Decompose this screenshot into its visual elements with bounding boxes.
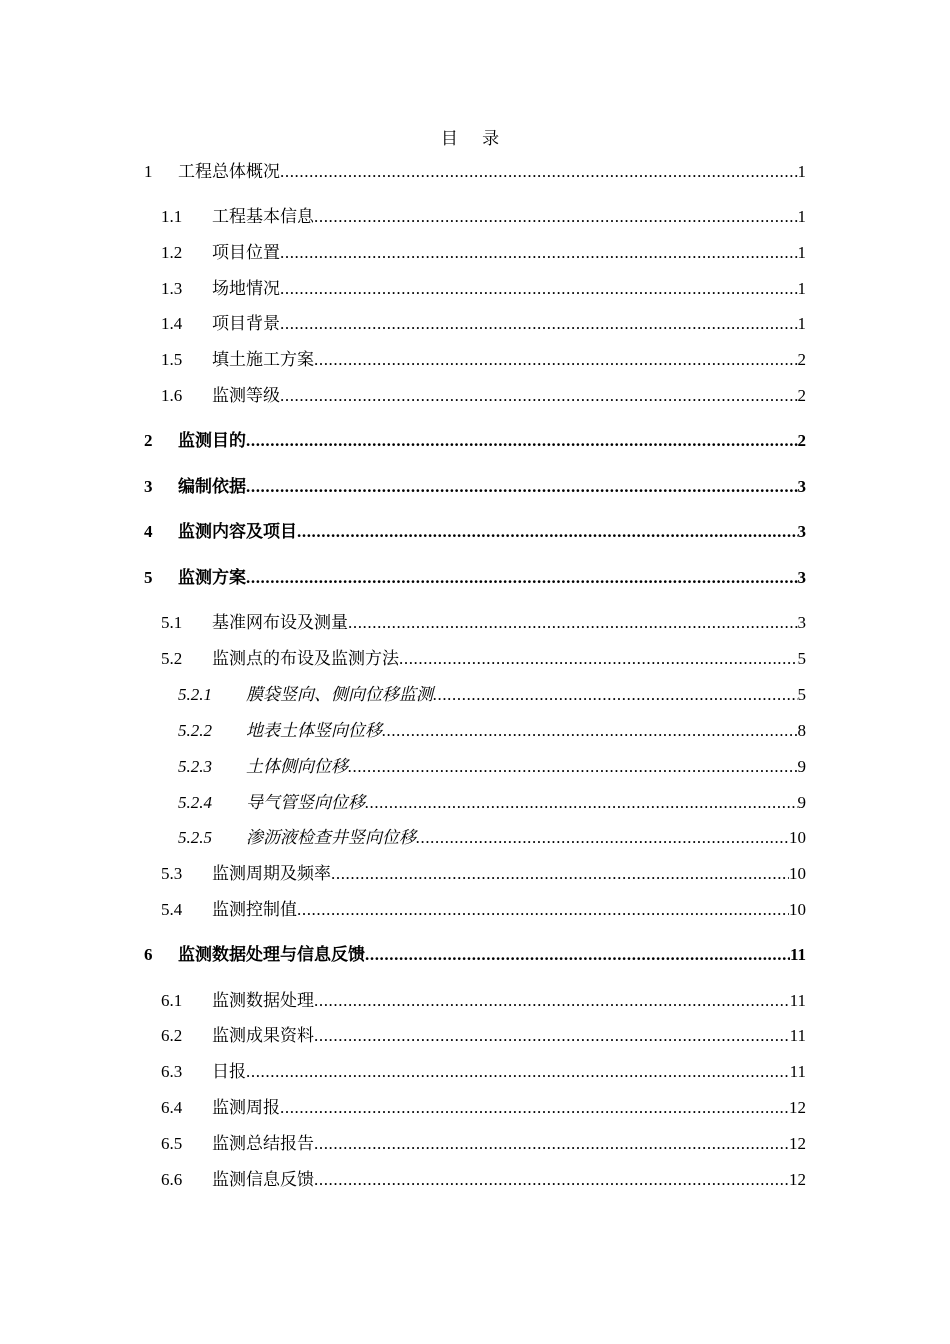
toc-entry-6-5[interactable] — [0, 1131, 950, 1157]
dot-leader — [314, 988, 790, 1014]
toc-entry-page: 11 — [789, 1062, 806, 1081]
toc-entry-page: 12 — [789, 1134, 806, 1153]
toc-entry-title: 监测方案 — [178, 568, 246, 587]
toc-entry-title: 膜袋竖向、侧向位移监测 — [246, 685, 433, 704]
toc-entry-title: 监测等级 — [212, 386, 280, 405]
toc-entry-5-2-4[interactable] — [0, 790, 950, 816]
dot-leader — [246, 565, 798, 591]
toc-entry-1-2[interactable] — [0, 240, 950, 266]
toc-entry-page: 3 — [797, 477, 806, 496]
toc-entry-number: 5.2.4 — [178, 793, 212, 812]
toc-entry-title: 土体侧向位移 — [246, 757, 348, 776]
dot-leader — [365, 942, 790, 968]
toc-entry-number: 1.4 — [161, 314, 183, 333]
toc-entry-6-4[interactable] — [0, 1095, 950, 1121]
toc-entry-title: 监测数据处理与信息反馈 — [178, 945, 365, 964]
toc-entry-6-2[interactable] — [0, 1023, 950, 1049]
toc-entry-5-4[interactable] — [0, 897, 950, 923]
toc-entry-1-3[interactable] — [0, 276, 950, 302]
toc-entry-1-6[interactable] — [0, 383, 950, 409]
dot-leader — [297, 519, 798, 545]
toc-entry-6-3[interactable] — [0, 1059, 950, 1085]
toc-entry-page: 2 — [797, 386, 806, 405]
dot-leader — [348, 754, 798, 780]
toc-entry-title: 地表土体竖向位移 — [246, 721, 382, 740]
toc-entry-page: 1 — [797, 207, 806, 226]
toc-entry-5[interactable] — [0, 565, 950, 591]
toc-entry-page: 1 — [797, 162, 806, 181]
toc-entry-title: 渗沥液检查井竖向位移 — [246, 828, 416, 847]
toc-entry-5-2-1[interactable] — [0, 682, 950, 708]
toc-entry-page: 1 — [797, 243, 806, 262]
toc-entry-6-6[interactable] — [0, 1167, 950, 1193]
toc-entry-number: 1.6 — [161, 386, 183, 405]
toc-entry-title: 监测周报 — [212, 1098, 280, 1117]
dot-leader — [399, 646, 798, 672]
toc-entry-number: 6 — [144, 945, 153, 964]
toc-entry-number: 5.1 — [161, 613, 183, 632]
toc-entry-5-2[interactable] — [0, 646, 950, 672]
toc-entry-title: 日报 — [212, 1062, 246, 1081]
toc-entry-1-4[interactable] — [0, 311, 950, 337]
toc-entry-number: 6.6 — [161, 1170, 183, 1189]
toc-entry-number: 1.2 — [161, 243, 183, 262]
toc-entry-number: 5.4 — [161, 900, 183, 919]
toc-entry-title: 工程总体概况 — [178, 162, 280, 181]
toc-entry-title: 监测点的布设及监测方法 — [212, 649, 399, 668]
toc-entry-title: 监测信息反馈 — [212, 1170, 314, 1189]
dot-leader — [433, 682, 798, 708]
toc-entry-number: 1.3 — [161, 279, 183, 298]
toc-entry-5-2-3[interactable] — [0, 754, 950, 780]
dot-leader — [382, 718, 798, 744]
toc-entry-5-1[interactable] — [0, 610, 950, 636]
toc-entry-number: 5.2 — [161, 649, 183, 668]
toc-entry-1-1[interactable] — [0, 204, 950, 230]
toc-entry-title: 工程基本信息 — [212, 207, 314, 226]
toc-entry-number: 5.2.3 — [178, 757, 212, 776]
toc-entry-title: 监测周期及频率 — [212, 864, 331, 883]
toc-entry-page: 11 — [789, 1026, 806, 1045]
toc-entry-page: 3 — [797, 613, 806, 632]
toc-entry-5-2-5[interactable] — [0, 825, 950, 851]
dot-leader — [280, 159, 798, 185]
toc-entry-page: 2 — [797, 350, 806, 369]
toc-entry-page: 1 — [797, 279, 806, 298]
dot-leader — [280, 276, 798, 302]
toc-entry-4[interactable] — [0, 519, 950, 545]
dot-leader — [314, 1131, 789, 1157]
toc-entry-page: 5 — [797, 685, 806, 704]
toc-entry-number: 1.5 — [161, 350, 183, 369]
dot-leader — [314, 1167, 789, 1193]
toc-entry-page: 9 — [797, 793, 806, 812]
toc-entry-title: 监测成果资料 — [212, 1026, 314, 1045]
toc-entry-title: 监测目的 — [178, 431, 246, 450]
toc-entry-title: 监测总结报告 — [212, 1134, 314, 1153]
dot-leader — [314, 1023, 790, 1049]
toc-entry-title: 监测控制值 — [212, 900, 297, 919]
toc-entry-title: 基准网布设及测量 — [212, 613, 348, 632]
toc-entry-5-3[interactable] — [0, 861, 950, 887]
dot-leader — [246, 428, 798, 454]
toc-entry-number: 6.1 — [161, 991, 183, 1010]
toc-entry-number: 6.4 — [161, 1098, 183, 1117]
toc-entry-page: 12 — [789, 1098, 806, 1117]
toc-entry-number: 6.5 — [161, 1134, 183, 1153]
toc-entry-page: 1 — [797, 314, 806, 333]
toc-entry-number: 5 — [144, 568, 153, 587]
dot-leader — [314, 347, 798, 373]
toc-entry-number: 4 — [144, 522, 153, 541]
dot-leader — [331, 861, 789, 887]
dot-leader — [297, 897, 789, 923]
dot-leader — [246, 474, 798, 500]
toc-entry-2[interactable] — [0, 428, 950, 454]
toc-entry-page: 3 — [797, 522, 806, 541]
toc-entry-5-2-2[interactable] — [0, 718, 950, 744]
toc-entry-page: 11 — [789, 945, 806, 964]
toc-entry-number: 1.1 — [161, 207, 183, 226]
toc-entry-1-5[interactable] — [0, 347, 950, 373]
toc-entry-page: 8 — [797, 721, 806, 740]
toc-entry-3[interactable] — [0, 474, 950, 500]
toc-entry-number: 6.3 — [161, 1062, 183, 1081]
toc-entry-title: 编制依据 — [178, 477, 246, 496]
dot-leader — [314, 204, 798, 230]
dot-leader — [348, 610, 798, 636]
toc-entry-number: 5.2.5 — [178, 828, 212, 847]
toc-entry-number: 5.2.1 — [178, 685, 212, 704]
toc-entry-number: 2 — [144, 431, 153, 450]
dot-leader — [246, 1059, 790, 1085]
toc-entry-number: 5.2.2 — [178, 721, 212, 740]
toc-entry-page: 5 — [797, 649, 806, 668]
toc-entry-6[interactable] — [0, 942, 950, 968]
toc-entry-page: 11 — [789, 991, 806, 1010]
toc-entry-page: 10 — [789, 828, 806, 847]
toc-entry-page: 3 — [797, 568, 806, 587]
toc-entry-number: 5.3 — [161, 864, 183, 883]
toc-title: 目 录 — [440, 129, 510, 148]
toc-entry-page: 10 — [789, 864, 806, 883]
toc-entry-title: 导气管竖向位移 — [246, 793, 365, 812]
toc-entry-title: 项目背景 — [212, 314, 280, 333]
dot-leader — [280, 383, 798, 409]
toc-entry-1[interactable] — [0, 159, 950, 185]
toc-entry-page: 12 — [789, 1170, 806, 1189]
toc-entry-number: 3 — [144, 477, 153, 496]
toc-entry-title: 项目位置 — [212, 243, 280, 262]
dot-leader — [280, 240, 798, 266]
toc-entry-page: 10 — [789, 900, 806, 919]
dot-leader — [365, 790, 798, 816]
toc-entry-title: 填土施工方案 — [212, 350, 314, 369]
toc-entry-number: 1 — [144, 162, 153, 181]
toc-entry-title: 场地情况 — [212, 279, 280, 298]
toc-entry-title: 监测内容及项目 — [178, 522, 297, 541]
dot-leader — [416, 825, 789, 851]
dot-leader — [280, 1095, 789, 1121]
toc-entry-page: 2 — [797, 431, 806, 450]
toc-entry-title: 监测数据处理 — [212, 991, 314, 1010]
toc-entry-6-1[interactable] — [0, 988, 950, 1014]
dot-leader — [280, 311, 798, 337]
toc-entry-page: 9 — [797, 757, 806, 776]
toc-entry-number: 6.2 — [161, 1026, 183, 1045]
